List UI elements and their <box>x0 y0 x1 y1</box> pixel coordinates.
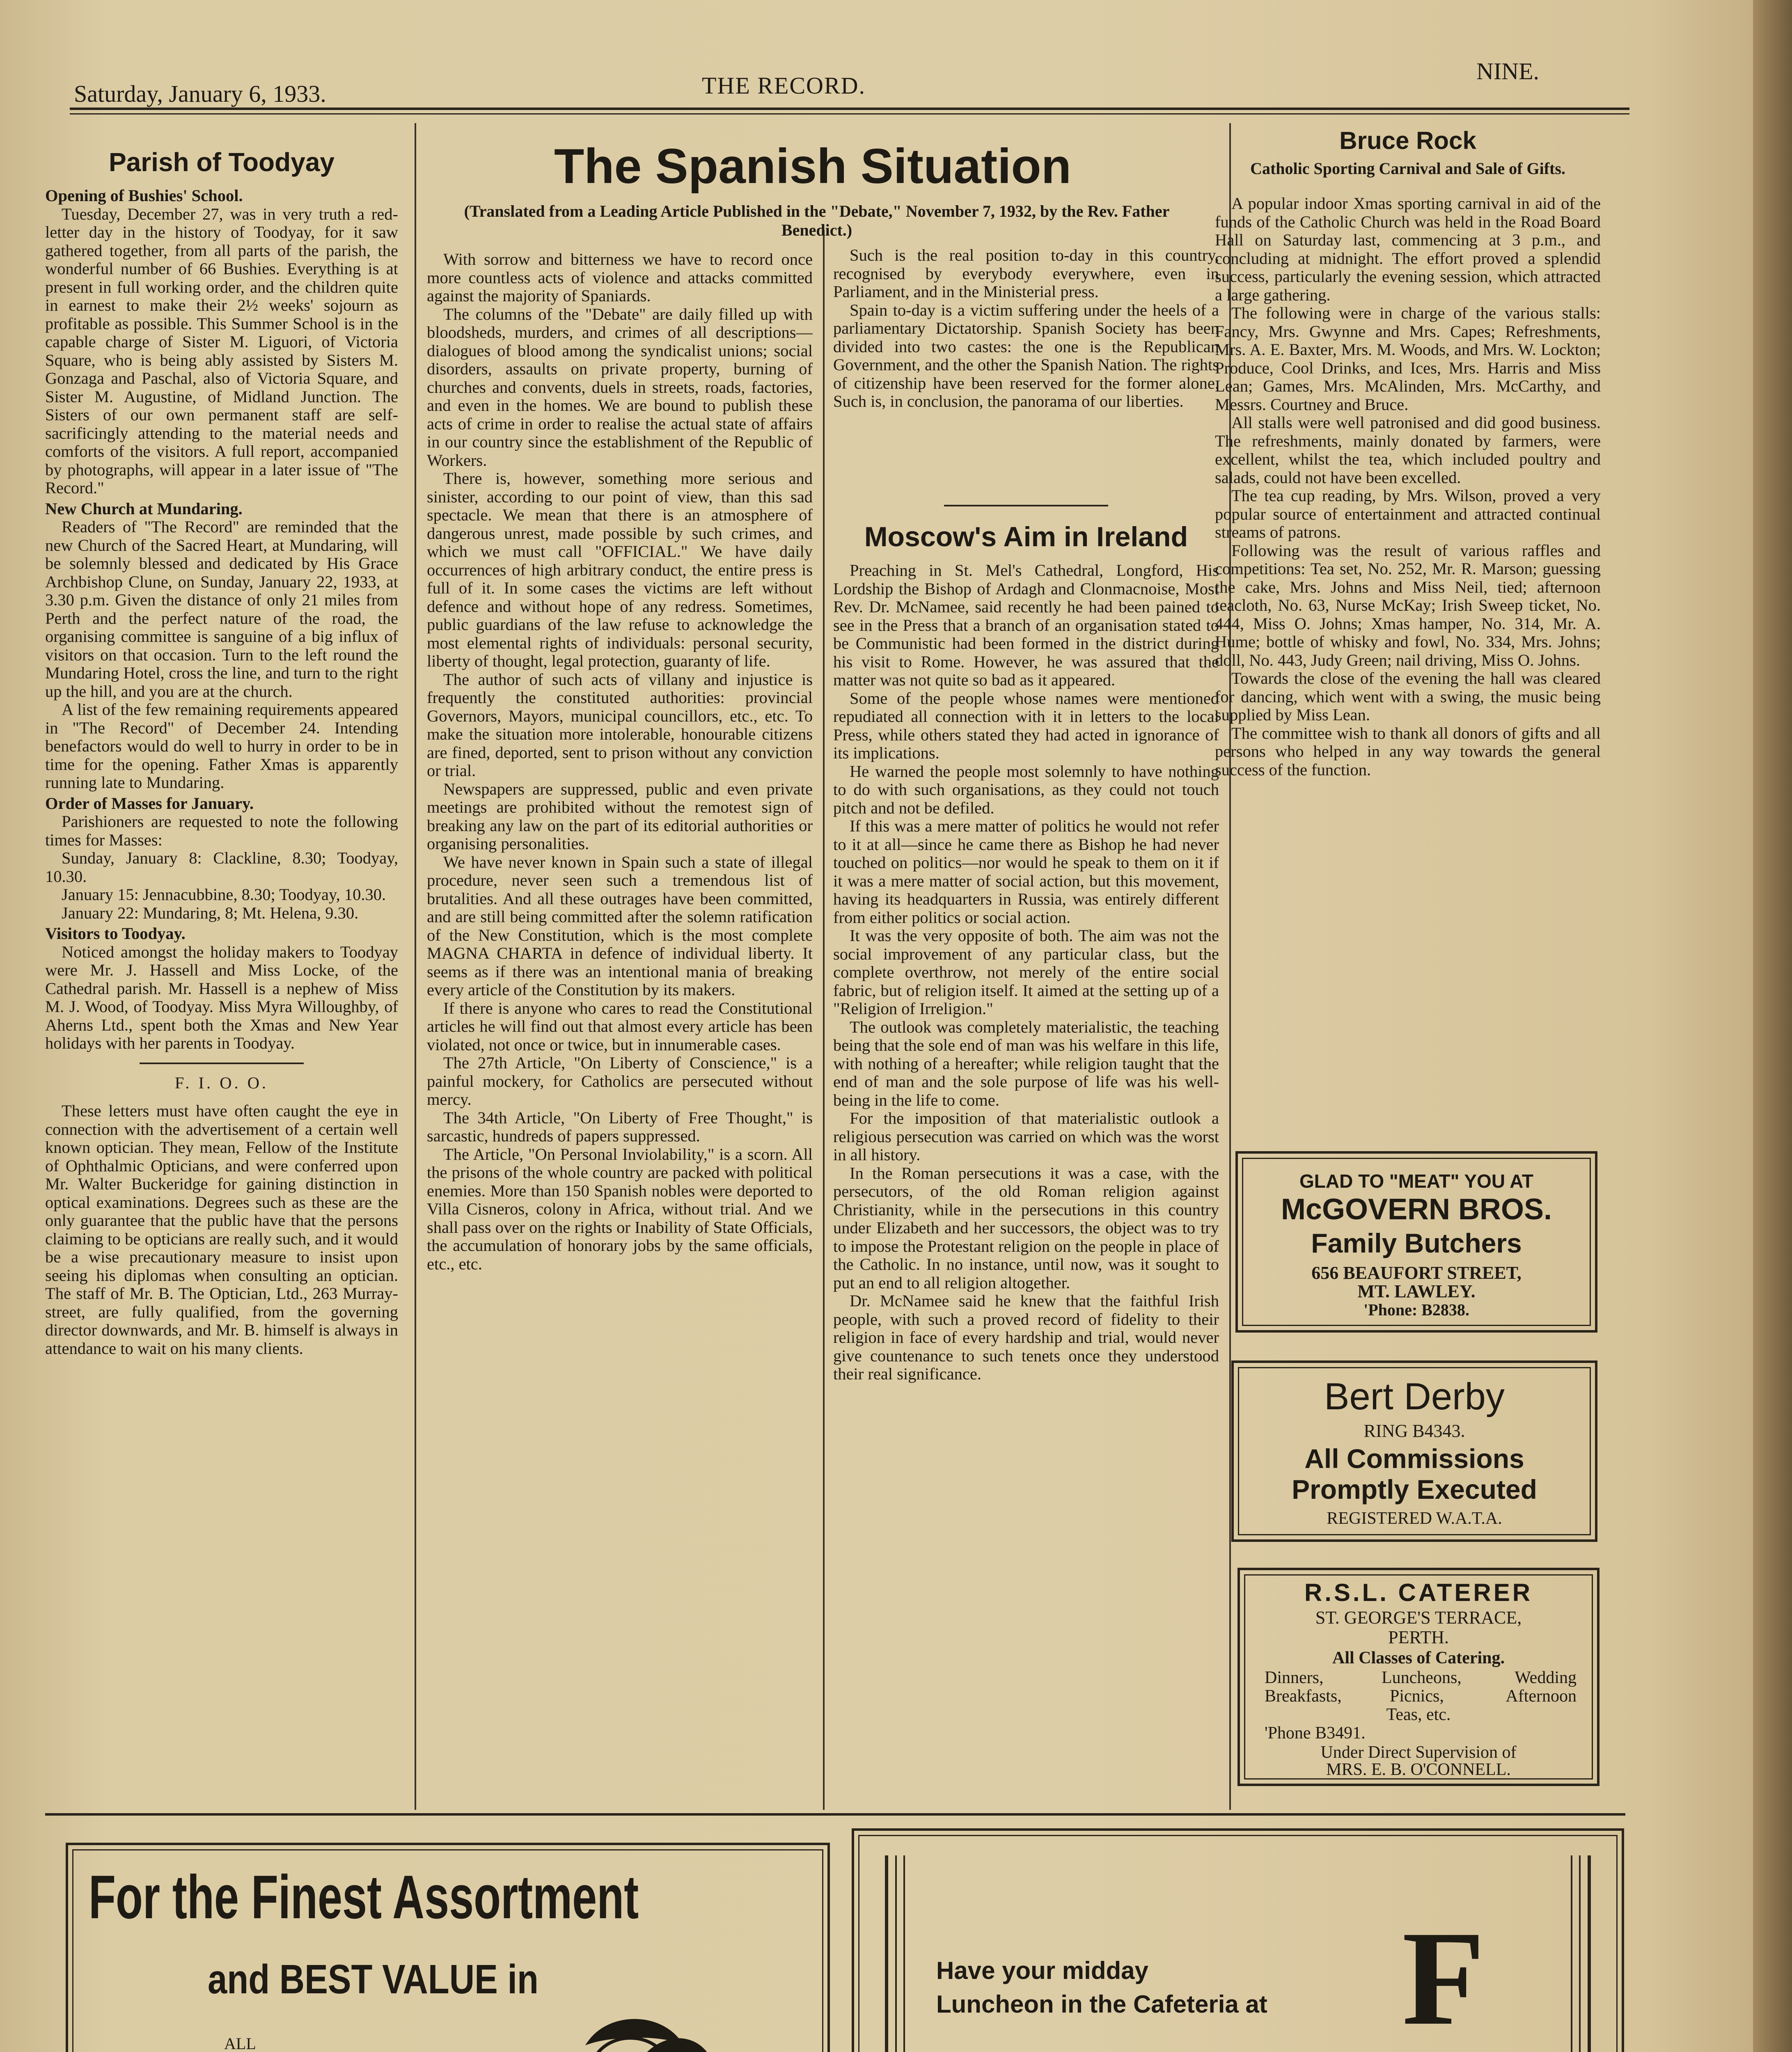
paragraph: The outlook was completely materialistic, the teaching being that the sole end of man was his welfare in this life, with nothing of a hereafter; while religion taught that the end of man and the sole purpose of life was his well-being in the life to come. <box>833 1017 1219 1109</box>
article-title: Moscow's Aim in Ireland <box>864 521 1188 552</box>
ad-line: Picnics, <box>1390 1687 1444 1706</box>
spanish-article-col2 <box>833 246 1219 517</box>
ad-line: All Commissions <box>1304 1443 1524 1474</box>
ad-line: REGISTERED W.A.T.A. <box>1327 1509 1502 1528</box>
paragraph: Towards the close of the evening the hall was cleared for dancing, which went with a swing, the music being supplied by Miss Lean. <box>1215 669 1601 724</box>
ad-line: Dinners, <box>1265 1668 1324 1687</box>
column-rule <box>415 123 416 1810</box>
paragraph: The author of such acts of villany and injustice is frequently the constituted authorities: provincial Governors, Mayors, municipal councillors, etc., etc. To make the situation more intolerable, honourable citizens are fined, deported, sent to prison without any conviction or trial. <box>427 670 813 780</box>
ad-line: ALL <box>224 2034 256 2052</box>
section-divider <box>140 1063 304 1064</box>
service-line: Have your midday <box>936 1957 1148 1984</box>
paragraph: We have never known in Spain such a state of illegal procedure, never seen such a tremendous list of brutalities. And all these outrages have been committed, and are still being committed after the solemn ratification of the New Constitution, which is the most complete MAGNA CHARTA in defence of individual liberty. It seems as if there was an intentional mania of breaking every article of the Constitution by its makers. <box>427 852 813 999</box>
section-rule <box>45 1813 1625 1816</box>
paragraph: The 34th Article, "On Liberty of Free Thought," is sarcastic, hundreds of papers suppressed. <box>427 1108 813 1145</box>
ad-line: Teas, etc. <box>1386 1705 1451 1724</box>
paragraph: Newspapers are suppressed, public and even private meetings are prohibited without the remotest sign of breaking any law on the part of its editorial authorities or organising personalities. <box>427 779 813 853</box>
header-rule <box>70 108 1629 110</box>
ad-address: 656 BEAUFORT STREET, <box>1311 1263 1522 1283</box>
ad-line: Afternoon <box>1506 1687 1577 1706</box>
paragraph: He warned the people most solemnly to have nothing to do with such organisations, as they could not touch pitch and not be defiled. <box>833 762 1219 817</box>
ad-line: Wedding <box>1515 1668 1577 1687</box>
subheading: New Church at Mundaring. <box>45 499 243 518</box>
issue-date: Saturday, January 6, 1933. <box>74 80 326 107</box>
paragraph: January 15: Jennacubbine, 8.30; Toodyay, 10.30. <box>62 885 386 904</box>
bruce-rock-article <box>1215 125 1601 1159</box>
paragraph: With sorrow and bitterness we have to record once more countless acts of violence and attacks committed against the majority of Spaniards. <box>427 250 813 305</box>
article-title: Bruce Rock <box>1339 127 1476 154</box>
ad-line: MRS. E. B. O'CONNELL. <box>1326 1760 1511 1779</box>
service-line: Luncheon in the Cafeteria at <box>936 1990 1267 2018</box>
column-rule <box>823 230 825 1810</box>
paragraph: Some of the people whose names were mentioned repudiated all connection with it in letters to the local Press, while others stated they had acted in ignorance of its implications. <box>833 689 1219 762</box>
paragraph: Tuesday, December 27, was in very truth a red-letter day in the history of Toodyay, for it saw gathered together, from all parts of the parish, the wonderful number of 66 Bushies. Everything is at present in full working order, and the children quite in earnest to make their 2½ weeks' sojourn as profitable as possible. This Summer School is in the capable charge of Sister M. Liguori, of Victoria Square, who is being ably assisted by Sisters M. Gonzaga and Paschal, also of Victoria Square, and Sister M. Augustine, of Midland Junction. The Sisters of our own permanent staff are self-sacrificingly attending to the material needs and comforts of the visitors. A full report, accompanied by photographs, will appear in a later issue of "The Record." <box>45 204 398 497</box>
foys-ad <box>852 1828 1624 2052</box>
section-divider <box>944 505 1108 506</box>
paragraph: The columns of the "Debate" are daily filled up with bloodsheds, murders, and crimes of all descriptions—dialogues of blood among the syndicalist unions; social disorders, assaults on private property, burning of churches and convents, duels in streets, roads, factories, and even in the homes. We are bound to publish these acts of crime in order to realise the actual state of affairs in our country since the establishment of the Republic of Workers. <box>427 305 813 469</box>
paragraph: These letters must have often caught the eye in connection with the advertisement of a certain well known optician. They mean, Fellow of the Institute of Ophthalmic Opticians, and were conferred upon Mr. Walter Buckeridge for gaining distinction in optical examinations. Degrees such as these are the only guarantee that the public have that the persons claiming to be opticians are really such, and it would be a wise precautionary measure to insist upon seeing his diplomas when consulting an optician. The staff of Mr. B. The Optician, Ltd., 263 Murray-street, are fully qualified, from the governing director downwards, and Mr. B. himself is always in attendance to wait on his many clients. <box>45 1102 398 1358</box>
ad-headline: and BEST VALUE in <box>208 1956 539 2002</box>
paragraph: For the imposition of that materialistic outlook a religious persecution was carried on which was the worst in all history. <box>833 1109 1219 1164</box>
article-title: The Spanish Situation <box>554 139 1072 194</box>
paragraph: Readers of "The Record" are reminded that the new Church of the Sacred Heart, at Mundaring, will be solemnly blessed and dedicated by His Grace Archbishop Clune, on Sunday, January 22, 1933, at 3.30 p.m. Given the distance of only 21 miles from Perth and the perfect nature of the road, the organising committee is sanguine of a big influx of visitors on that occasion. Turn to the left round the Mundaring Hotel, cross the line, and turn to the right up the hill, and you are at the church. <box>45 518 398 701</box>
paragraph: Sunday, January 8: Clackline, 8.30; Toodyay, 10.30. <box>45 849 398 886</box>
paragraph: In the Roman persecutions it was a case, with the persecutors, of the old Roman religion against Christianity, while in the persecutions in this country under Elizabeth and her successors, the object was to try to impose the Protestant religion on the people in place of the Catholic. In no instance, until now, was it sought to put an end to all religion altogether. <box>833 1163 1219 1292</box>
paragraph: Parishioners are requested to note the following times for Masses: <box>45 812 398 849</box>
paragraph: The Article, "On Personal Inviolability," is a scorn. All the prisons of the whole country are packed with political enemies. More than 150 Spanish nobles were deported to Villa Cisneros, colony in Africa, without trial. And we shall pass over on the rights or Inability of State Officials, the accumulation of honorary jobs by the same officials, etc., etc. <box>427 1145 813 1273</box>
ad-address: PERTH. <box>1388 1627 1449 1647</box>
ad-line: Family Butchers <box>1311 1228 1522 1258</box>
paragraph: Spain to-day is a victim suffering under the heels of a parliamentary Dictatorship. Spanish Society has been divided into two castes: the one is the Republican Government, and the other the Spanish Nation. The rights of citizenship have been reserved for the former alone. Such is, in conclusion, the panorama of our liberties. <box>833 300 1219 410</box>
header-rule-thin <box>70 113 1629 115</box>
article-subtitle: (Translated from a Leading Article Published in the "Debate," November 7, 1932, by the Rev. Father Benedict.) <box>464 202 1170 239</box>
paragraph: If there is anyone who cares to read the Constitutional articles he will find out that almost every article has been violated, not once or twice, but in innumerable cases. <box>427 999 813 1054</box>
paragraph: The tea cup reading, by Mrs. Wilson, proved a very popular source of entertainment and attracted continual streams of patrons. <box>1215 486 1601 541</box>
ad-line: Breakfasts, <box>1265 1687 1342 1706</box>
article-title: Parish of Toodyay <box>108 147 335 177</box>
service-row <box>936 1954 1267 2021</box>
ad-line: GLAD TO "MEAT" YOU AT <box>1299 1170 1534 1192</box>
paragraph: The committee wish to thank all donors of gifts and all persons who helped in any way towards the general success of the function. <box>1215 724 1601 779</box>
paragraph: If this was a mere matter of politics he would not refer to it at all—since he came there as Bishop he had never touched on politics—nor would he speak to them on it if it was a mere matter of social action, but this movement, having its headquarters in Russia, was entirely different from either politics or social action. <box>833 817 1219 927</box>
ad-address: MT. LAWLEY. <box>1357 1281 1476 1301</box>
page-edge <box>1753 0 1792 2052</box>
page-header <box>70 57 1556 111</box>
derby-ad <box>1231 1360 1597 1542</box>
paragraph: All stalls were well patronised and did good business. The refreshments, mainly donated by farmers, were excellent, whilst the tea, which included poultry and salads, could not have been excelled. <box>1215 413 1601 487</box>
paper-name: THE RECORD. <box>702 72 866 99</box>
ad-address: ST. GEORGE'S TERRACE, <box>1315 1608 1522 1628</box>
paragraph: A list of the few remaining requirements appeared in "The Record" of December 24. Intending benefactors would do well to hurry in order to be in time for the opening. Father Xmas is apparently running late to Mundaring. <box>45 700 398 792</box>
paragraph: The following were in charge of the various stalls: Fancy, Mrs. Gwynne and Mrs. Capes; Refreshments, Mrs. A. E. Baxter, Mrs. M. Woods, and Mrs. W. Lockton; Produce, Cool Drinks, and Ices, Mrs. Harris and Miss Lean; Games, Mrs. McAlinden, Mrs. McCarthy, and Messrs. Courtney and Bruce. <box>1215 304 1601 414</box>
foys-letter: F <box>1402 1903 1485 2052</box>
paragraph: Following was the result of various raffles and competitions: Tea set, No. 252, Mr. R. Marson; guessing the cake, Mrs. Johns and Miss Neil, tied; afternoon teacloth, No. 63, Nurse McKay; Irish Sweep ticket, No. 444, Miss O. Johns; Xmas hamper, No. 314, Mr. A. Hume; bottle of whisky and fowl, No. 334, Mrs. Johns; doll, No. 443, Judy Green; nail driving, Miss O. Johns. <box>1215 541 1601 669</box>
paragraph: Preaching in St. Mel's Cathedral, Longford, His Lordship the Bishop of Ardagh and Clonmacnoise, Most Rev. Dr. McNamee, said recently he had been pained to see in the Press that a branch of an organisation stated to be Communistic had been formed in the district during his visit to Rome. However, he was assured that the matter was not quite so bad as it appeared. <box>833 561 1219 689</box>
ad-business-name: McGOVERN BROS. <box>1281 1193 1552 1226</box>
article-subtitle: Catholic Sporting Carnival and Sale of Gifts. <box>1250 159 1565 178</box>
paragraph: The 27th Article, "On Liberty of Conscience," is a painful mockery, for Catholics are persecuted without mercy. <box>427 1053 813 1108</box>
subheading: Visitors to Toodyay. <box>45 924 186 943</box>
girl-illustration <box>417 1997 786 2052</box>
spanish-article-col1 <box>427 250 813 1806</box>
toodyay-article <box>45 146 398 1806</box>
subheading: Opening of Bushies' School. <box>45 186 243 205</box>
ad-phone: 'Phone B3491. <box>1265 1724 1366 1743</box>
ad-phone: RING B4343. <box>1363 1421 1465 1441</box>
paragraph: Noticed amongst the holiday makers to Toodyay were Mr. J. Hassell and Miss Locke, of the Cathedral parish. Mr. Hassell is a nephew of Miss M. J. Wood, of Toodyay. Miss Myra Willoughby, of Aherns Ltd., spent both the Xmas and New Year holidays with her parents in Toodyay. <box>45 942 398 1052</box>
paragraph: Dr. McNamee said he knew that the faithful Irish people, with such a proved record of fidelity to their religion in face of every hardship and trial, would never give countenance to such tenets once they understood their real significance. <box>833 1292 1219 1383</box>
ad-business-name: Bert Derby <box>1324 1376 1505 1418</box>
moscow-article <box>833 517 1219 1806</box>
ad-business-name: R.S.L. CATERER <box>1304 1579 1533 1606</box>
ad-line: Promptly Executed <box>1292 1474 1537 1505</box>
ad-line: Luncheons, <box>1382 1668 1462 1687</box>
paragraph: A popular indoor Xmas sporting carnival in aid of the funds of the Catholic Church was held in the Road Board Hall on Saturday last, commencing at 3 p.m., and concluding at midnight. The effort proved a splendid success, particularly the evening session, which attracted a large gathering. <box>1215 194 1601 304</box>
pellegrini-ad <box>66 1843 830 2052</box>
page-number: NINE. <box>1476 58 1539 85</box>
ad-phone: 'Phone: B2838. <box>1363 1301 1469 1319</box>
paragraph: It was the very opposite of both. The aim was not the social improvement of any particular class, but the complete overthrow, not merely of the entire social fabric, but of religion itself. It aimed at the setting up of a "Religion of Irreligion." <box>833 926 1219 1018</box>
ad-headline: For the Finest Assortment <box>89 1862 639 1931</box>
paragraph: January 22: Mundaring, 8; Mt. Helena, 9.30. <box>62 903 359 922</box>
mcgovern-ad <box>1235 1151 1597 1333</box>
subheading: Order of Masses for January. <box>45 794 254 813</box>
ad-line: Under Direct Supervision of <box>1320 1743 1517 1762</box>
foys-services <box>936 1954 1421 2052</box>
section-title: F. I. O. O. <box>174 1073 269 1092</box>
ad-line: All Classes of Catering. <box>1332 1649 1505 1667</box>
paragraph: There is, however, something more serious and sinister, according to our point of view, than this sad spectacle. We mean that there is an atmosphere of dangerous unrest, made possible by such crimes, and which we must call "OFFICIAL." We have daily occurrences of high arbitrary conduct, the entire press is full of it. In some cases the victims are left without defence and without hope of any redress. Sometimes, public guardians of the law refuse to acknowledge the most elemental rights of individuals: personal security, liberty of thought, legal protection, guaranty of life. <box>427 469 813 670</box>
paragraph: Such is the real position to-day in this country, recognised by everybody everywhere, even in Parliament, and in the Ministerial press. <box>833 246 1219 301</box>
rsl-caterer-ad <box>1237 1568 1600 1786</box>
